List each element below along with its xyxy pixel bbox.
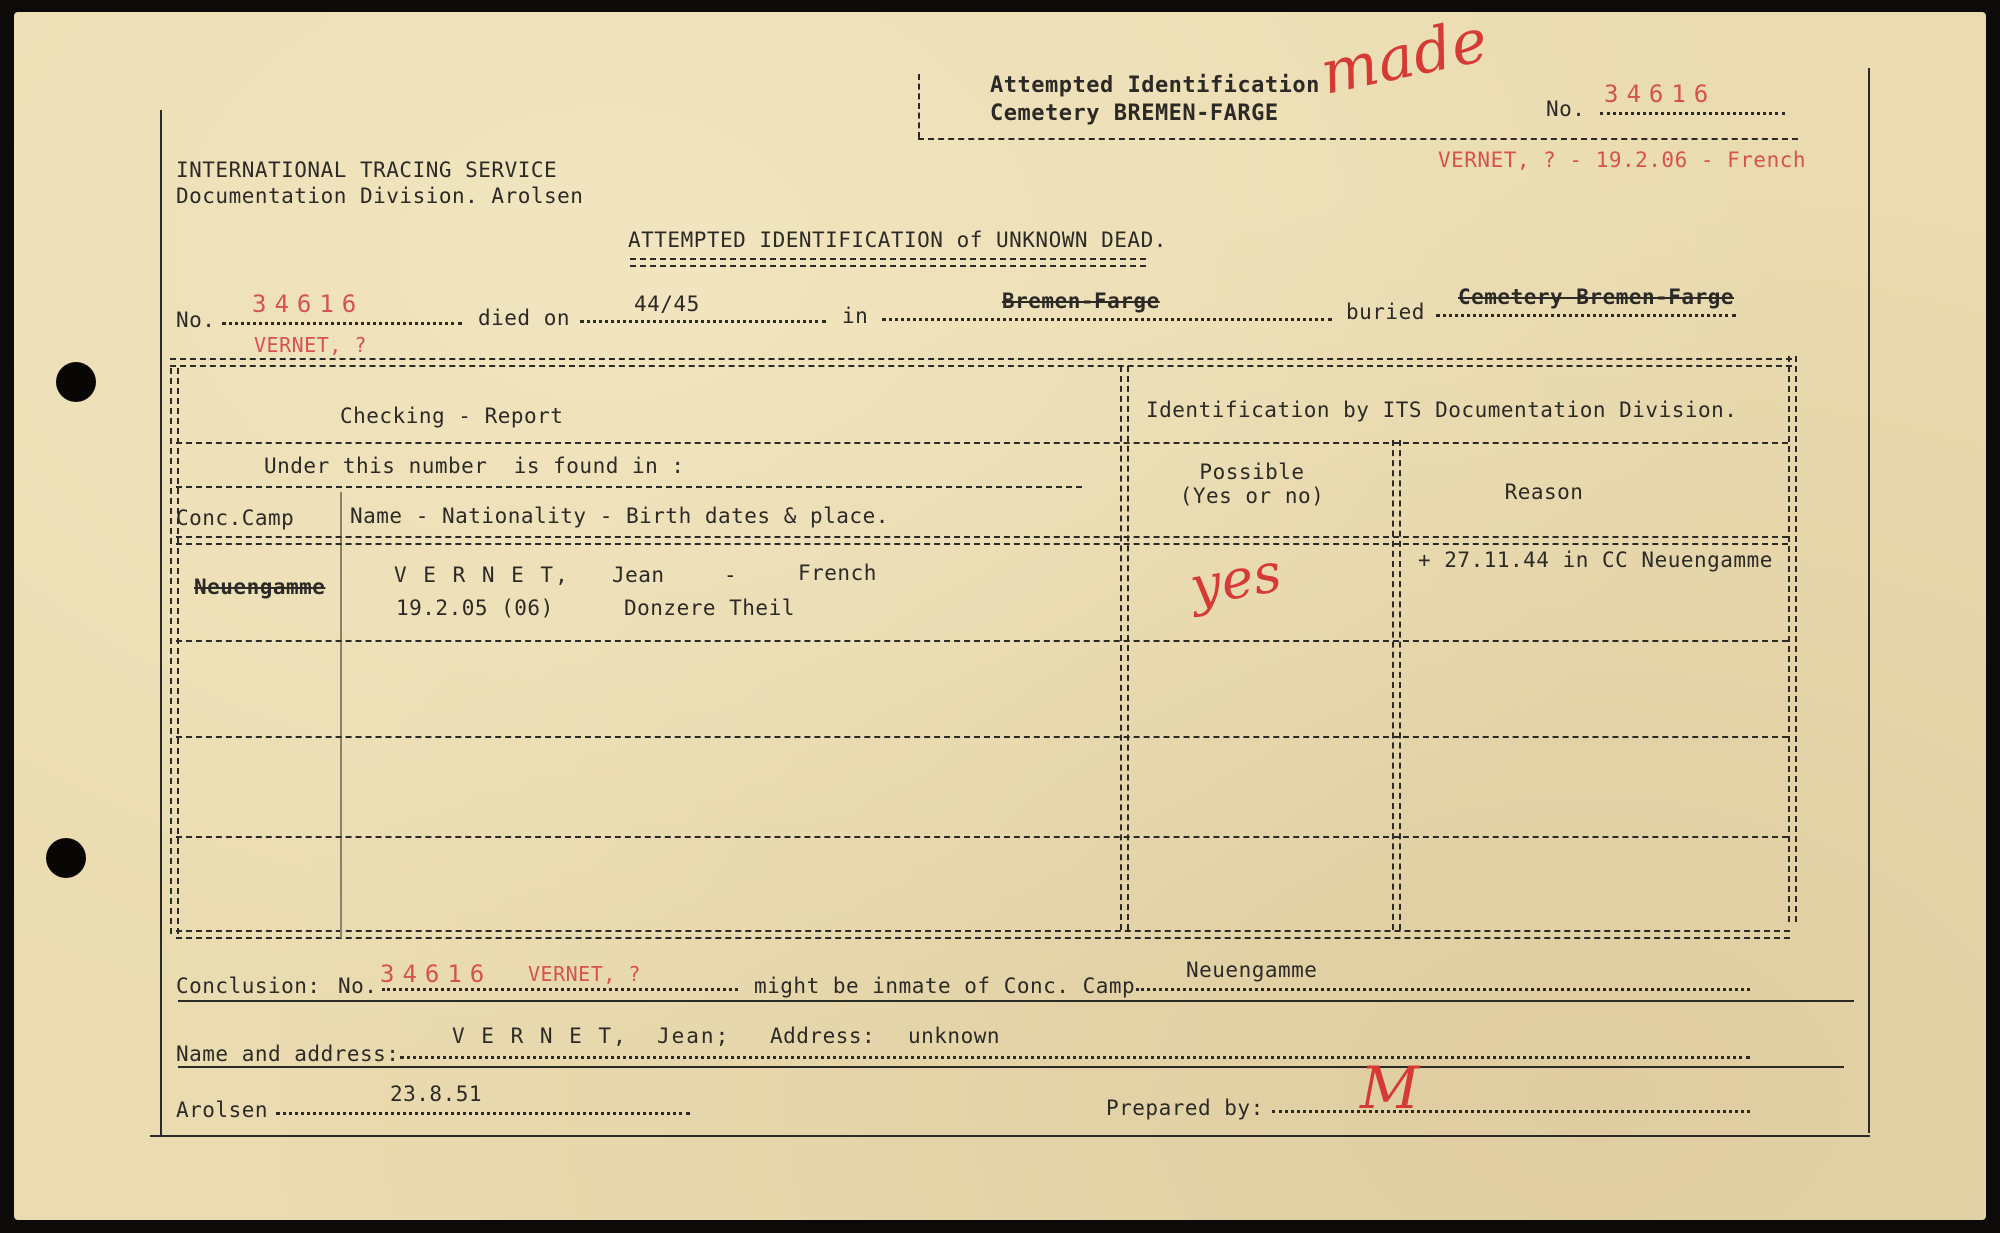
- prepared-by-dots: [1272, 1110, 1750, 1113]
- name-address-dots: [400, 1056, 1750, 1059]
- header-box-left: [918, 74, 920, 138]
- footer-date-dots: [276, 1112, 690, 1115]
- table-divider-name: [340, 492, 342, 938]
- row-dash: -: [724, 563, 738, 587]
- found-in-heading: Under this number is found in :: [264, 454, 685, 478]
- frame-right-line: [1868, 68, 1870, 1133]
- conclusion-camp: Neuengamme: [1186, 958, 1318, 982]
- conclusion-no-dots: [382, 988, 738, 991]
- header-box-line1: Attempted Identification: [990, 73, 1320, 98]
- table-divider-identification: [1120, 366, 1129, 930]
- column-name-header: Name - Nationality - Birth dates & place.: [350, 504, 889, 528]
- title-underline: [630, 258, 1146, 267]
- handwritten-made: made: [1314, 5, 1495, 109]
- row1-rule: [176, 640, 1788, 642]
- table-left-border: [170, 368, 179, 934]
- prepared-by-label: Prepared by:: [1106, 1096, 1264, 1120]
- row-firstname: Jean: [612, 563, 665, 587]
- record-in-value: Bremen-Farge: [1002, 289, 1160, 313]
- identification-heading: Identification by ITS Documentation Division.: [1146, 398, 1738, 422]
- record-died-value: 44/45: [634, 292, 700, 316]
- table-divider-reason: [1392, 440, 1401, 930]
- column-possible-header-1: Possible: [1199, 460, 1305, 484]
- conclusion-no-label: No.: [338, 974, 378, 998]
- punch-hole-bottom: [46, 838, 86, 878]
- prepared-by-signature: M: [1360, 1054, 1420, 1122]
- record-died-label: died on: [478, 306, 571, 330]
- footer-place-label: Arolsen: [176, 1098, 269, 1122]
- row-reason: + 27.11.44 in CC Neuengamme: [1418, 548, 1773, 572]
- row-birth-place: Donzere Theil: [624, 596, 795, 620]
- column-camp-header: Conc.Camp: [176, 506, 295, 530]
- record-name-red: VERNET, ?: [254, 333, 367, 357]
- column-possible-header-2: (Yes or no): [1179, 484, 1325, 508]
- org-line1: INTERNATIONAL TRACING SERVICE: [176, 158, 558, 182]
- table-header-rule: [176, 442, 1788, 444]
- row-camp: Neuengamme: [194, 575, 326, 599]
- found-in-rule: [176, 486, 1082, 488]
- record-no-dots: [222, 322, 462, 325]
- table-bottom-border: [176, 930, 1790, 939]
- conclusion-text: might be inmate of Conc. Camp: [754, 974, 1136, 998]
- record-buried-label: buried: [1346, 300, 1425, 324]
- record-no-label: No.: [176, 308, 216, 332]
- table-top-border: [170, 358, 1792, 367]
- document-title: ATTEMPTED IDENTIFICATION of UNKNOWN DEAD.: [628, 228, 1167, 252]
- row-possible-handwritten: yes: [1185, 540, 1287, 619]
- record-in-dots: [882, 318, 1332, 321]
- footer-date: 23.8.51: [390, 1082, 483, 1106]
- conclusion-name-red: VERNET, ?: [528, 962, 641, 986]
- row-nationality: French: [798, 561, 877, 585]
- frame-left-line: [160, 110, 162, 1135]
- red-caption: VERNET, ? - 19.2.06 - French: [1438, 148, 1807, 172]
- conclusion-label: Conclusion:: [176, 974, 321, 998]
- record-no-value: 34616: [252, 290, 365, 318]
- org-line2: Documentation Division. Arolsen: [176, 184, 584, 208]
- column-reason-header: Reason: [1504, 480, 1584, 504]
- column-header-rule: [176, 536, 1788, 545]
- record-buried-dots: [1436, 314, 1736, 317]
- record-died-dots: [580, 320, 826, 323]
- address-value: unknown: [908, 1024, 1001, 1048]
- top-number-dots: [1600, 112, 1785, 115]
- address-label: Address:: [770, 1024, 876, 1048]
- name-address-name: V E R N E T, Jean;: [452, 1024, 731, 1048]
- table-right-border: [1788, 356, 1797, 922]
- header-box-line2: Cemetery BREMEN-FARGE: [990, 101, 1279, 126]
- row-surname: V E R N E T,: [394, 563, 570, 587]
- conclusion-camp-dots: [1136, 988, 1750, 991]
- top-number-label: No.: [1546, 97, 1586, 121]
- punch-hole-top: [56, 362, 96, 402]
- header-box-bottom: [918, 138, 1798, 140]
- frame-bottom-line: [150, 1135, 1870, 1137]
- conclusion-rule: [178, 1000, 1854, 1002]
- checking-report-heading: Checking - Report: [340, 404, 564, 428]
- row2-rule: [176, 736, 1788, 738]
- top-number-value: 34616: [1604, 80, 1717, 108]
- name-address-label: Name and address:: [176, 1042, 400, 1066]
- row-birth-date: 19.2.05 (06): [396, 596, 554, 620]
- record-in-label: in: [842, 304, 869, 328]
- row3-rule: [176, 836, 1788, 838]
- conclusion-no-value: 34616: [380, 960, 493, 988]
- record-buried-value: Cemetery Bremen-Farge: [1458, 285, 1735, 309]
- name-address-rule: [178, 1066, 1844, 1068]
